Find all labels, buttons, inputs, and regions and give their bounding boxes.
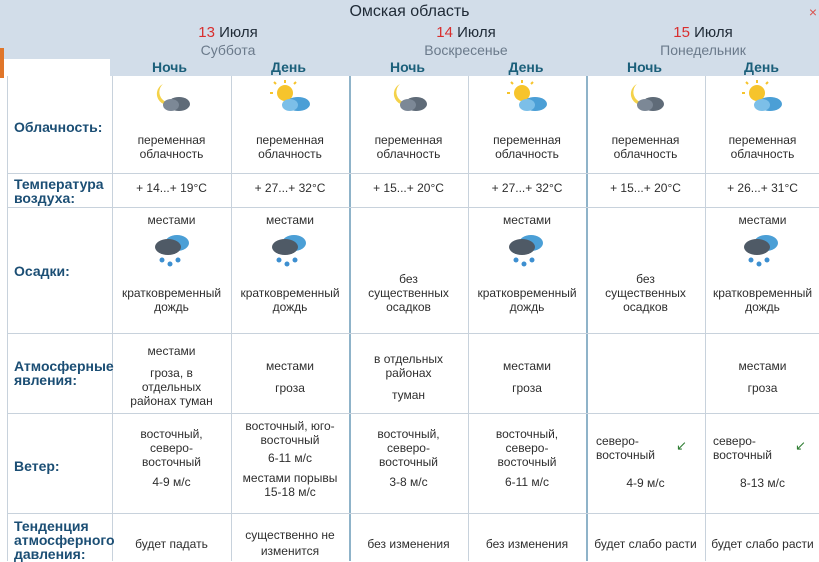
wind-direction: северо- bbox=[505, 441, 549, 455]
date-number: 15 bbox=[673, 24, 690, 41]
wind-speed: 6-11 м/с bbox=[504, 475, 550, 489]
cloudiness-text bbox=[586, 133, 705, 161]
row-label-line: Атмосферные bbox=[14, 358, 114, 374]
temperature-value: + 15...+ 20°C bbox=[610, 181, 681, 195]
row-label-line: воздуха: bbox=[14, 190, 75, 206]
temperature-value: + 14...+ 19°C bbox=[136, 181, 207, 195]
date-number: 14 bbox=[436, 24, 453, 41]
wind-direction: восточный, bbox=[377, 427, 440, 441]
cloudiness-line: переменная bbox=[256, 133, 324, 147]
wind-gust: 15-18 м/с bbox=[264, 485, 316, 499]
date-day-2 bbox=[348, 24, 584, 41]
cloudiness-line: облачность bbox=[139, 147, 204, 161]
rain-cloud-icon bbox=[270, 231, 310, 269]
precip-text bbox=[112, 286, 231, 314]
phenomena-text bbox=[468, 359, 586, 395]
close-icon[interactable]: × bbox=[808, 4, 817, 20]
phenomena-text bbox=[705, 359, 819, 395]
phenomena-line: районах bbox=[385, 366, 432, 380]
rain-cloud-icon bbox=[153, 231, 193, 269]
row-label-wind: Ветер: bbox=[14, 458, 60, 474]
row-label-line: Тенденция bbox=[14, 518, 89, 534]
precip-line: существенных bbox=[605, 286, 686, 300]
precip-qualifier: местами bbox=[738, 213, 787, 227]
cloudiness-line: переменная bbox=[493, 133, 561, 147]
phenomena-text bbox=[231, 359, 349, 395]
period-day-3: День bbox=[744, 59, 779, 75]
region-title: Омская область bbox=[349, 3, 470, 20]
precip-text bbox=[705, 286, 819, 314]
side-tab-marker bbox=[0, 48, 4, 78]
row-label-cloudiness: Облачность: bbox=[14, 119, 103, 135]
row-label-line: явления: bbox=[14, 372, 77, 388]
date-month: Июля bbox=[219, 24, 258, 41]
wind-direction: северо- bbox=[387, 441, 430, 455]
phenomena-line: местами bbox=[503, 359, 551, 373]
phenomena-line: отдельных bbox=[141, 380, 202, 394]
row-label-line: давления: bbox=[14, 546, 86, 562]
cloudiness-line: переменная bbox=[374, 133, 443, 147]
cloudiness-text bbox=[231, 133, 349, 161]
wind-speed: 4-9 м/с bbox=[626, 476, 665, 490]
pressure-trend bbox=[231, 528, 349, 558]
rain-cloud-icon bbox=[507, 231, 547, 269]
cloudiness-line: переменная bbox=[137, 133, 206, 147]
pressure-line: существенно не bbox=[245, 528, 335, 542]
period-night-1: Ночь bbox=[151, 59, 188, 75]
period-tabs bbox=[110, 59, 819, 76]
phenomena-text bbox=[349, 352, 468, 402]
phenomena-line: местами bbox=[147, 344, 196, 358]
row-divider bbox=[8, 333, 819, 334]
cloudiness-line: облачность bbox=[495, 147, 559, 161]
row-label-temperature bbox=[14, 177, 104, 205]
phenomena-line: туман bbox=[391, 388, 426, 402]
wind-direction-arrow-icon: ↙ bbox=[795, 438, 806, 453]
precip-line: осадков bbox=[386, 300, 431, 314]
night-partly-cloudy-icon bbox=[627, 80, 667, 114]
wind-direction: восточный bbox=[142, 455, 201, 469]
wind-speed: 4-9 м/с bbox=[152, 475, 191, 489]
row-label-line: атмосферного bbox=[14, 532, 115, 548]
wind-speed: 8-13 м/с bbox=[740, 476, 785, 490]
temperature-value: + 26...+ 31°C bbox=[727, 181, 798, 195]
wind-direction: восточный, bbox=[495, 427, 559, 441]
phenomena-line: районах туман bbox=[130, 394, 213, 408]
precip-text bbox=[586, 272, 705, 314]
weekday-day-3: Понедельник bbox=[660, 42, 746, 58]
precip-line: осадков bbox=[623, 300, 668, 314]
date-number: 13 bbox=[198, 24, 215, 41]
cloudiness-line: переменная bbox=[728, 133, 797, 147]
wind-direction: северо- bbox=[713, 434, 756, 448]
wind-text bbox=[349, 427, 468, 489]
pressure-trend: без изменения bbox=[367, 537, 450, 551]
precip-qualifier: местами bbox=[503, 213, 551, 227]
cloudiness-line: переменная bbox=[611, 133, 680, 147]
pressure-trend: без изменения bbox=[485, 537, 569, 551]
cloudiness-text bbox=[705, 133, 819, 161]
wind-direction: восточный, юго- bbox=[245, 419, 335, 433]
phenomena-line: в отдельных bbox=[374, 352, 443, 366]
precip-line: без bbox=[636, 272, 655, 286]
phenomena-line: гроза bbox=[275, 381, 305, 395]
row-label-precipitation: Осадки: bbox=[14, 263, 70, 279]
day-partly-cloudy-icon bbox=[507, 80, 549, 114]
precip-line: кратковременный bbox=[712, 286, 813, 300]
period-night-2: Ночь bbox=[389, 59, 426, 75]
precip-line: без bbox=[399, 272, 418, 286]
wind-direction: восточный bbox=[379, 455, 438, 469]
phenomena-line: местами bbox=[738, 359, 787, 373]
weekday-day-1: Суббота bbox=[200, 42, 256, 58]
temperature-value: + 27...+ 32°C bbox=[491, 181, 563, 195]
temperature-value: + 15...+ 20°C bbox=[373, 181, 444, 195]
wind-text bbox=[231, 419, 349, 499]
row-label-pressure bbox=[14, 519, 115, 561]
wind-direction: восточный bbox=[596, 448, 655, 462]
temperature-value: + 27...+ 32°C bbox=[254, 181, 326, 195]
cloudiness-line: облачность bbox=[613, 147, 678, 161]
day-partly-cloudy-icon bbox=[270, 80, 312, 114]
cloudiness-text bbox=[112, 133, 231, 161]
period-day-1: День bbox=[271, 59, 306, 75]
precip-qualifier: местами bbox=[147, 213, 196, 227]
precip-text bbox=[231, 286, 349, 314]
wind-direction: северо- bbox=[596, 434, 639, 448]
wind-direction: восточный, bbox=[140, 427, 203, 441]
wind-text bbox=[713, 434, 783, 462]
row-divider bbox=[8, 413, 819, 414]
pressure-line: изменится bbox=[260, 544, 320, 558]
period-night-3: Ночь bbox=[626, 59, 663, 75]
row-label-line: Температура bbox=[14, 176, 104, 192]
wind-text bbox=[112, 427, 231, 489]
night-partly-cloudy-icon bbox=[390, 80, 430, 114]
row-label-phenomena bbox=[14, 359, 114, 387]
date-month: Июля bbox=[457, 24, 496, 41]
pressure-trend: будет падать bbox=[135, 537, 208, 551]
day-partly-cloudy-icon bbox=[742, 80, 784, 114]
cloudiness-line: облачность bbox=[258, 147, 322, 161]
forecast-header bbox=[0, 0, 819, 59]
precip-line: дождь bbox=[154, 300, 189, 314]
row-divider bbox=[8, 207, 819, 208]
wind-speed: 6-11 м/с bbox=[267, 451, 313, 465]
phenomena-line: местами bbox=[266, 359, 314, 373]
cloudiness-text bbox=[468, 133, 586, 161]
date-month: Июля bbox=[694, 24, 733, 41]
weekday-day-2: Воскресенье bbox=[424, 42, 508, 58]
phenomena-text bbox=[112, 344, 231, 408]
wind-text bbox=[468, 427, 586, 489]
cloudiness-line: облачность bbox=[376, 147, 441, 161]
precip-line: кратковременный bbox=[477, 286, 577, 300]
pressure-trend: будет слабо расти bbox=[711, 537, 814, 551]
precip-line: дождь bbox=[272, 300, 308, 314]
precip-line: дождь bbox=[509, 300, 545, 314]
cloudiness-text bbox=[349, 133, 468, 161]
wind-gust: местами порывы bbox=[242, 471, 338, 485]
precip-text bbox=[349, 272, 468, 314]
wind-text bbox=[596, 434, 666, 462]
phenomena-line: гроза bbox=[747, 381, 778, 395]
cloudiness-line: облачность bbox=[730, 147, 795, 161]
wind-direction: восточный bbox=[713, 448, 772, 462]
wind-direction-arrow-icon: ↙ bbox=[676, 438, 687, 453]
rain-cloud-icon bbox=[742, 231, 782, 269]
phenomena-line: гроза, в bbox=[150, 366, 193, 380]
wind-speed: 3-8 м/с bbox=[389, 475, 428, 489]
row-divider bbox=[8, 513, 819, 514]
night-partly-cloudy-icon bbox=[153, 80, 193, 114]
row-divider bbox=[8, 173, 819, 174]
precip-line: кратковременный bbox=[240, 286, 340, 300]
wind-direction: восточный bbox=[497, 455, 557, 469]
precip-line: кратковременный bbox=[121, 286, 222, 300]
wind-direction: восточный bbox=[260, 433, 320, 447]
date-day-1 bbox=[110, 24, 346, 41]
pressure-trend: будет слабо расти bbox=[594, 537, 697, 551]
period-day-2: День bbox=[508, 59, 544, 75]
precip-text bbox=[468, 286, 586, 314]
precip-line: дождь bbox=[745, 300, 780, 314]
precip-qualifier: местами bbox=[266, 213, 314, 227]
precip-line: существенных bbox=[368, 286, 449, 300]
forecast-table bbox=[7, 76, 819, 561]
wind-direction: северо- bbox=[150, 441, 193, 455]
date-day-3 bbox=[585, 24, 819, 41]
phenomena-line: гроза bbox=[512, 381, 542, 395]
